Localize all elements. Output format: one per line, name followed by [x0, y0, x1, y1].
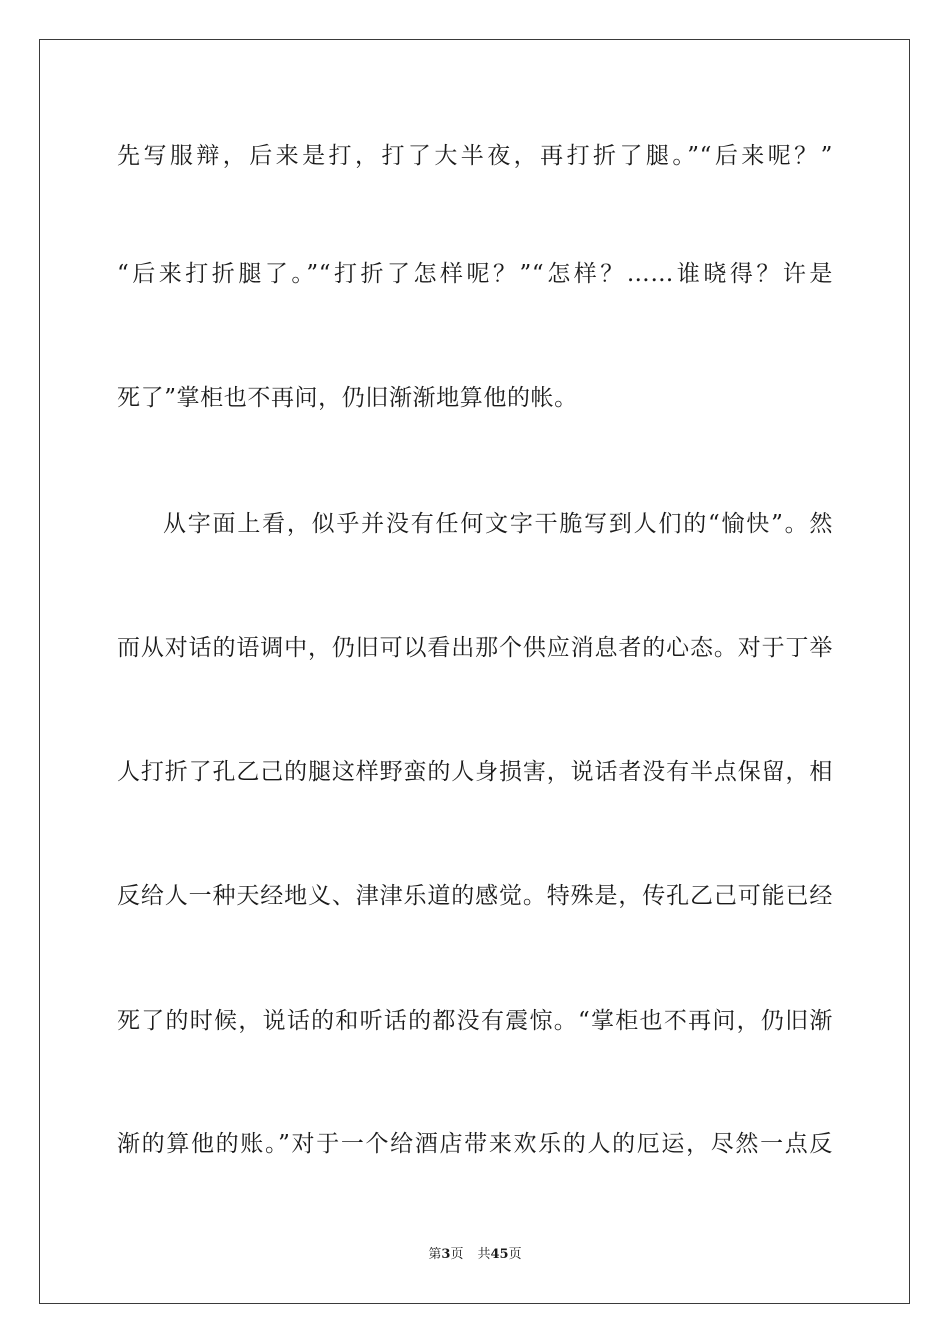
- footer-total-pages: 45: [490, 1247, 509, 1262]
- page-footer: [0, 1246, 950, 1264]
- text-line-3: 死了”掌柜也不再问，仍旧渐渐地算他的帐。: [117, 385, 578, 411]
- text-line-1: 先写服辩，后来是打，打了大半夜，再打折了腿。”“后来呢？”: [117, 143, 833, 169]
- footer-page-prefix: 第: [428, 1247, 442, 1262]
- footer-page-suffix: 页: [450, 1247, 464, 1262]
- text-line-2: “后来打折腿了。”“打折了怎样呢？”“怎样？……谁晓得？许是: [117, 261, 833, 287]
- footer-total-suffix: 页: [508, 1247, 522, 1262]
- footer-total-prefix: 共: [477, 1247, 491, 1262]
- text-line-4: 从字面上看，似乎并没有任何文字干脆写到人们的“愉快”。然: [163, 511, 833, 537]
- text-line-7: 反给人一种天经地义、津津乐道的感觉。特殊是，传孔乙己可能已经: [117, 883, 833, 909]
- text-line-9: 渐的算他的账。”对于一个给酒店带来欢乐的人的厄运，尽然一点反: [117, 1131, 833, 1157]
- footer-page-number: 3: [441, 1247, 451, 1262]
- text-line-5: 而从对话的语调中，仍旧可以看出那个供应消息者的心态。对于丁举: [117, 635, 833, 661]
- page-border: [39, 39, 910, 1304]
- text-line-8: 死了的时候，说话的和听话的都没有震惊。“掌柜也不再问，仍旧渐: [117, 1008, 833, 1034]
- text-line-6: 人打折了孔乙己的腿这样野蛮的人身损害，说话者没有半点保留，相: [117, 759, 833, 785]
